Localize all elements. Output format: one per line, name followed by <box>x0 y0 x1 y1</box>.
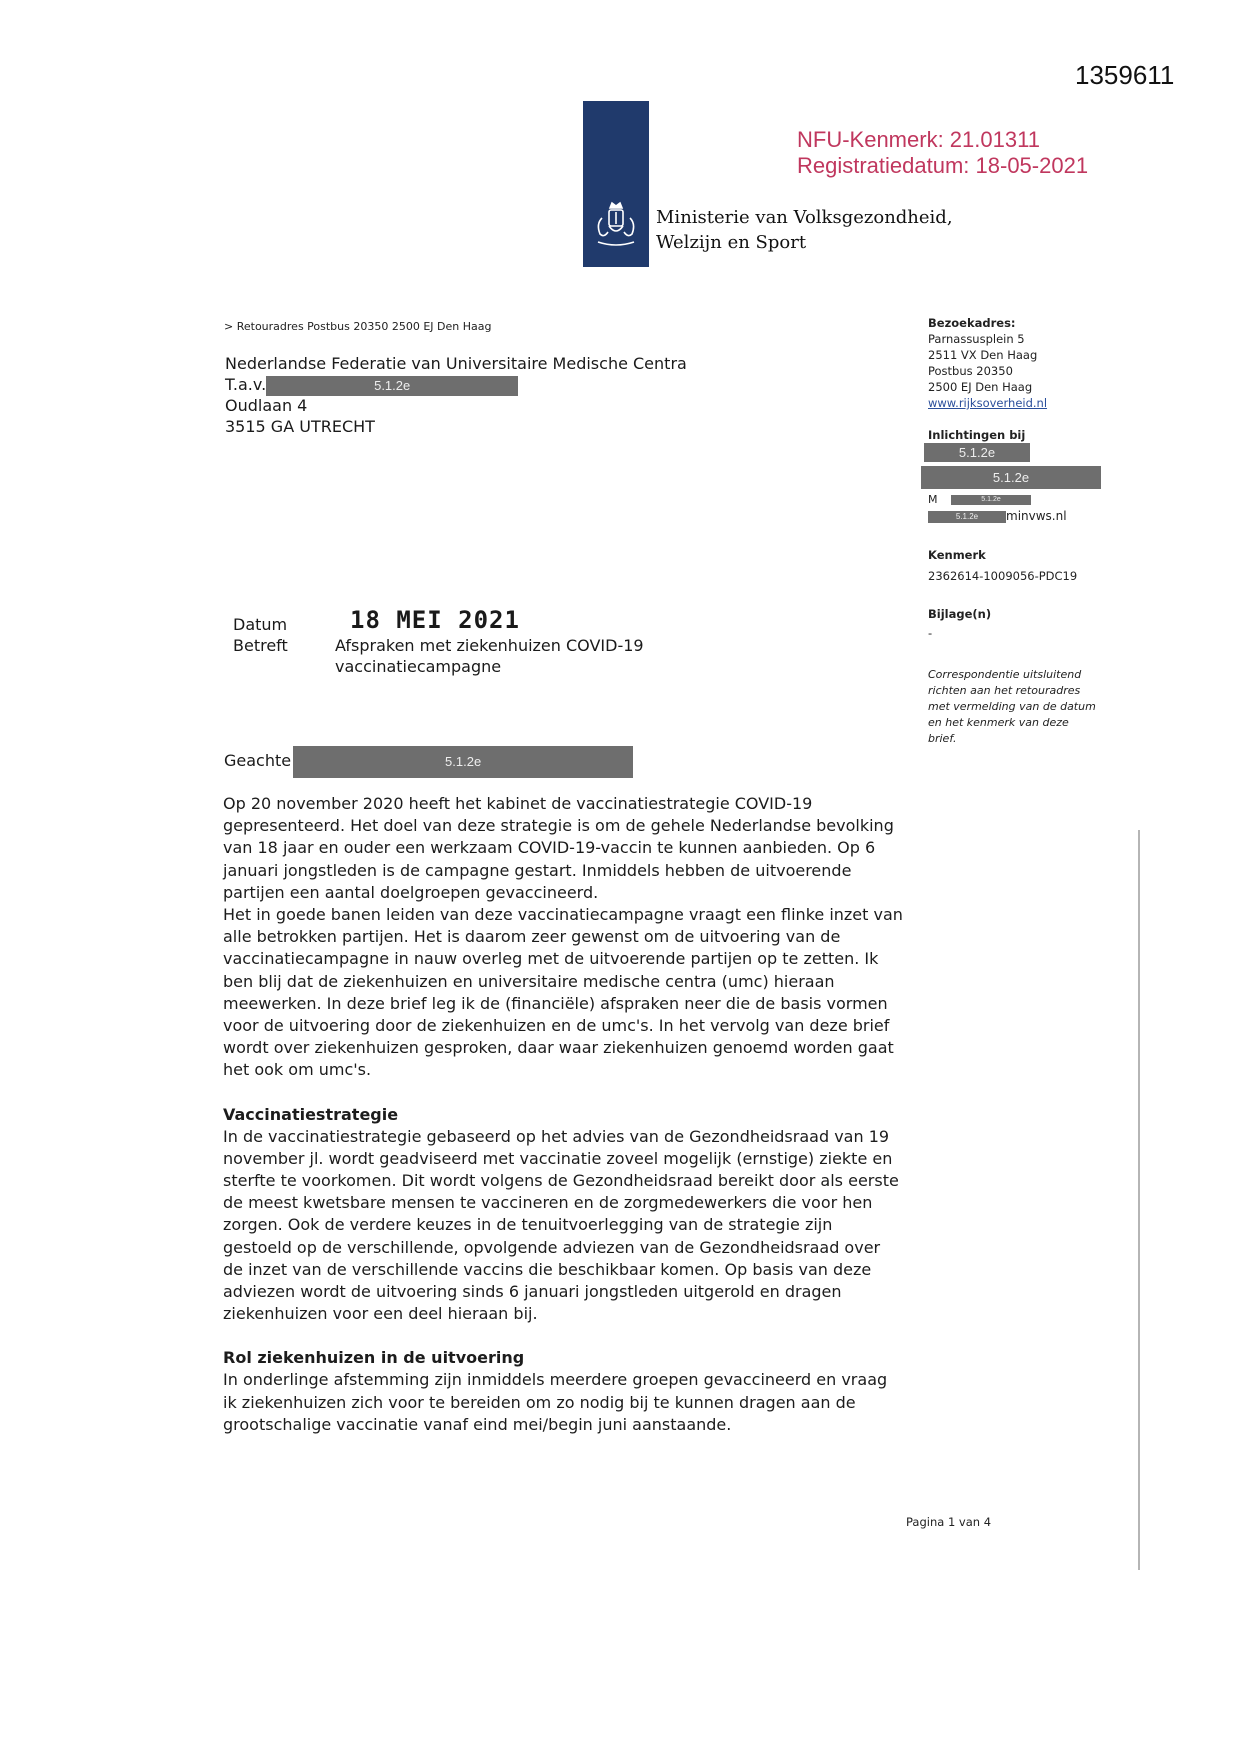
note-line: richten aan het retouradres <box>928 684 1081 697</box>
section-heading: Rol ziekenhuizen in de uitvoering <box>223 1348 525 1368</box>
scan-margin-line <box>1138 830 1140 1570</box>
sidebar-info <box>928 315 1158 747</box>
body-paragraph: Het in goede banen leiden van deze vaccinatiecampagne vraagt een flinke inzet van alle betrokken partijen. Het is daarom zeer gewenst om de uitvoering van de vaccinatiecampagne in nauw overleg met de uitvoerende partijen op te zetten. Ik ben blij dat de ziekenhuizen en universitaire medische centra (umc) hieraan meewerken. In deze brief leg ik de (financiële) afspraken neer die de basis vormen voor de uitvoering door de ziekenhuizen en de umc's. In het vervolg van deze brief wordt over ziekenhuizen gesproken, daar waar ziekenhuizen genoemd worden gaat het ook om umc's. <box>223 905 903 1080</box>
ministry-name-line2: Welzijn en Sport <box>656 232 807 253</box>
website-link[interactable]: www.rijksoverheid.nl <box>928 396 1048 410</box>
royal-crest-icon <box>588 198 644 254</box>
redaction-box: 5.1.2e <box>928 511 1006 523</box>
note-line: brief. <box>928 732 957 745</box>
document-number: 1359611 <box>1075 60 1175 90</box>
phone-row <box>928 492 1158 508</box>
section-heading: Vaccinatiestrategie <box>223 1104 399 1124</box>
info-redaction-row-1 <box>928 443 1158 463</box>
recipient-street: Oudlaan 4 <box>225 396 308 415</box>
registratiedatum: Registratiedatum: 18-05-2021 <box>797 153 1089 178</box>
page-number: Pagina 1 van 4 <box>906 1515 992 1529</box>
redaction-box: 5.1.2e <box>266 376 518 396</box>
return-address: > Retouradres Postbus 20350 2500 EJ Den Haag <box>224 320 492 333</box>
phone-label: M <box>928 493 938 506</box>
ministry-name-line1: Ministerie van Volksgezondheid, <box>656 207 953 228</box>
kenmerk-value: 2362614-1009056-PDC19 <box>928 569 1078 583</box>
recipient-city: 3515 GA UTRECHT <box>225 417 375 436</box>
letter-body <box>223 793 903 1436</box>
recipient-address <box>225 353 687 437</box>
kenmerk-heading: Kenmerk <box>928 548 986 562</box>
subject-label: Betreft <box>233 636 288 655</box>
note-line: en het kenmerk van deze <box>928 716 1069 729</box>
redaction-box: 5.1.2e <box>951 495 1031 505</box>
body-paragraph: Op 20 november 2020 heeft het kabinet de vaccinatiestrategie COVID-19 gepresenteerd. Het doel van deze strategie is om de gehele Nederlandse bevolking van 18 jaar en ouder een werkzaam COVID-19-vaccin te kunnen aanbieden. Op 6 januari jongstleden is de campagne gestart. Inmiddels hebben de uitvoerende partijen een aantal doelgroepen gevaccineerd. <box>223 794 894 902</box>
visit-address-heading: Bezoekadres: <box>928 316 1016 330</box>
salutation <box>224 745 633 778</box>
email-row <box>928 508 1158 526</box>
correspondence-note <box>928 667 1158 747</box>
bijlage-heading: Bijlage(n) <box>928 607 992 621</box>
recipient-tav <box>225 374 687 395</box>
salutation-label: Geachte <box>224 751 292 770</box>
info-heading: Inlichtingen bij <box>928 428 1026 442</box>
date-stamp: 18 MEI 2021 <box>350 606 520 634</box>
subject-line2: vaccinatiecampagne <box>335 657 502 676</box>
visit-line: 2500 EJ Den Haag <box>928 380 1033 394</box>
redaction-box: 5.1.2e <box>921 466 1101 489</box>
ministry-name <box>656 205 953 255</box>
body-paragraph: In onderlinge afstemming zijn inmiddels meerdere groepen gevaccineerd en vraag ik ziekenhuizen zich voor te bereiden om zo nodig bij te kunnen dragen aan de grootschalige vaccinatie vanaf eind mei/begin juni aanstaande. <box>223 1370 888 1434</box>
visit-line: Parnassusplein 5 <box>928 332 1025 346</box>
subject <box>335 635 695 677</box>
nfu-kenmerk: NFU-Kenmerk: 21.01311 <box>797 127 1040 152</box>
visit-line: Postbus 20350 <box>928 364 1013 378</box>
body-paragraph: In de vaccinatiestrategie gebaseerd op het advies van de Gezondheidsraad van 19 november jl. wordt geadviseerd met vaccinatie zoveel mogelijk (ernstige) ziekte en sterfte te voorkomen. Dit wordt volgens de Gezondheidsraad bereikt door als eerste de meest kwetsbare mensen te vaccineren en de zorgmedewerkers die voor hen zorgen. Ook de verdere keuzes in de tenuitvoerlegging van de strategie zijn gestoeld op de verschillende, opvolgende adviezen van de Gezondheidsraad over de inzet van de verschillende vaccins die beschikbaar komen. Op basis van deze adviezen wordt de uitvoering sinds 6 januari jongstleden uitgerold en dragen ziekenhuizen voor een deel hieraan bij. <box>223 1126 899 1324</box>
subject-line1: Afspraken met ziekenhuizen COVID-19 <box>335 636 644 655</box>
redaction-box: 5.1.2e <box>924 443 1030 462</box>
recipient-org: Nederlandse Federatie van Universitaire Medische Centra <box>225 354 687 373</box>
note-line: met vermelding van de datum <box>928 700 1096 713</box>
note-line: Correspondentie uitsluitend <box>928 668 1082 681</box>
redaction-box: 5.1.2e <box>293 746 633 778</box>
email-domain: minvws.nl <box>1006 509 1067 523</box>
info-redaction-row-2 <box>928 466 1158 492</box>
tav-label: T.a.v. <box>225 375 267 394</box>
nfu-stamp <box>797 127 1088 179</box>
visit-line: 2511 VX Den Haag <box>928 348 1038 362</box>
date-label: Datum <box>233 615 288 634</box>
bijlage-value: - <box>928 626 933 640</box>
